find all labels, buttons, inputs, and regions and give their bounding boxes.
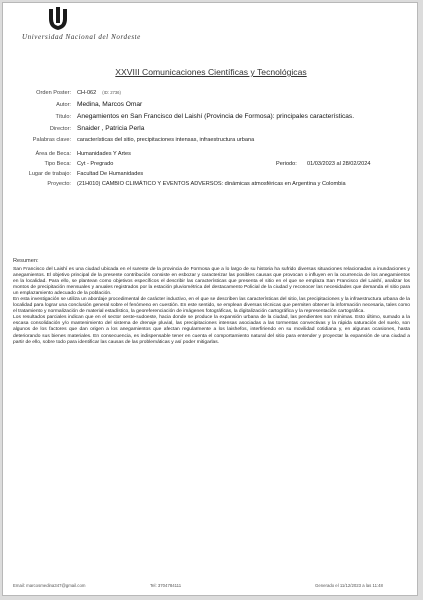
- area-beca-label: Área de Beca:: [35, 151, 71, 157]
- titulo-value: Anegamientos en San Francisco del Laishí (Provincia de Formosa): principales características.: [77, 113, 355, 120]
- lugar-trabajo-value: Facultad De Humanidades: [77, 171, 144, 177]
- resumen-body: [13, 267, 410, 346]
- resumen-title: Resumen:: [13, 258, 39, 264]
- titulo-label: Título:: [55, 114, 71, 120]
- autor-value: Medina, Marcos Omar: [77, 101, 143, 108]
- resumen-paragraph: San Francisco del Laishí es una ciudad ubicada en el sureste de la provincia de Formosa que a lo largo de su historia ha sufrido diversas situaciones relacionadas a inundaciones y anegamientos. El objetivo principal de la presente contribución consiste en esbozar y caracterizar las posibles causas que provocan o influyen en la ocurrencia de los anegamientos en la localidad. Para ello, se plantean como objetivos específicos el describir las características que presenta el sitio en el que se emplaza San Francisco del Laishí, analizar los montos de precipitación mensuales y anuales registrados por la estación pluviométrica del destacamento Policial de la ciudad y reconocer las necesidades que demanda el sitio para un emplazamiento adecuado de la población.: [13, 267, 410, 297]
- tipo-beca-value: Cyt - Pregrado: [77, 161, 114, 167]
- footer-email: Email: marcosmedina347@gmail.com: [13, 583, 86, 588]
- lugar-trabajo-label: Lugar de trabajo:: [28, 171, 71, 177]
- area-beca-value: Humanidades Y Artes: [77, 151, 131, 157]
- university-name: Universidad Nacional del Nordeste: [22, 33, 141, 41]
- proyecto-value: (21H010) CAMBIO CLIMÁTICO Y EVENTOS ADVERSOS: dinámicas atmosféricas en Argentina y Colombia: [77, 181, 346, 187]
- resumen-paragraph: En esta investigación se utiliza un abordaje procedimental de carácter inductivo, en el que se describen las características del sitio, las precipitaciones y la infraestructura urbana de la localidad para lograr una conclusión general sobre el fenómeno en cuestión. En este sentido, se emplean diversas técnicas que permiten obtener la información necesaria, tales como el tratamiento y normalización de material estadístico, la georeferenciación de imágenes fotográficas, la digitalización cartográfica y la representación cartográfica.: [13, 297, 410, 315]
- director-label: Director:: [49, 126, 71, 132]
- poster-id: (ID: 2736): [102, 90, 121, 95]
- director-value: Snaider , Patricia Perla: [77, 125, 145, 132]
- resumen-paragraph: Los resultados parciales indican que en el sector oeste-sudoeste, hacia donde se produce la expansión urbana de la ciudad, las pendientes son mínimas. Esto último, sumado a la escasa consolidación y/o mantenimiento del sistema de drenaje pluvial, las precipitaciones intensas asociadas a las tormentas convectivas y la rápida saturación del suelo, son algunos de los factores que dan origen a los anegamientos que afectan regularmente a los laishefos, interfiriendo en su movilidad cotidiana y, en algunas ocasiones, hasta deteriorando sus bienes materiales. En consecuencia, es indispensable tener en cuenta el comportamiento natural del sitio para entender y proyectar la expansión de una ciudad a partir de ello, sobre todo para identificar las causas de las problemáticas y así poder mitigarlas.: [13, 315, 410, 345]
- palabras-clave-label: Palabras clave:: [32, 137, 71, 143]
- periodo-value: 01/03/2023 al 28/02/2024: [307, 161, 371, 167]
- palabras-clave-value: características del sitio, precipitaciones intensas, infraestructura urbana: [77, 137, 255, 143]
- orden-poster-label: Orden Poster:: [36, 90, 71, 96]
- proyecto-label: Proyecto:: [47, 181, 71, 187]
- autor-label: Autor:: [56, 102, 71, 108]
- orden-poster-code: CH-062: [77, 90, 97, 96]
- event-title: XXVIII Comunicaciones Científicas y Tecnológicas: [115, 67, 307, 77]
- orden-poster-value: [77, 90, 121, 96]
- footer-phone: Tel: 3704784111: [150, 583, 182, 588]
- document-page: [2, 2, 418, 596]
- footer-generated: Generado el 11/12/2023 a las 11:48: [315, 583, 383, 588]
- periodo-label: Periodo:: [276, 161, 297, 167]
- tipo-beca-label: Tipo Beca:: [44, 161, 71, 167]
- university-logo-icon: [47, 7, 69, 31]
